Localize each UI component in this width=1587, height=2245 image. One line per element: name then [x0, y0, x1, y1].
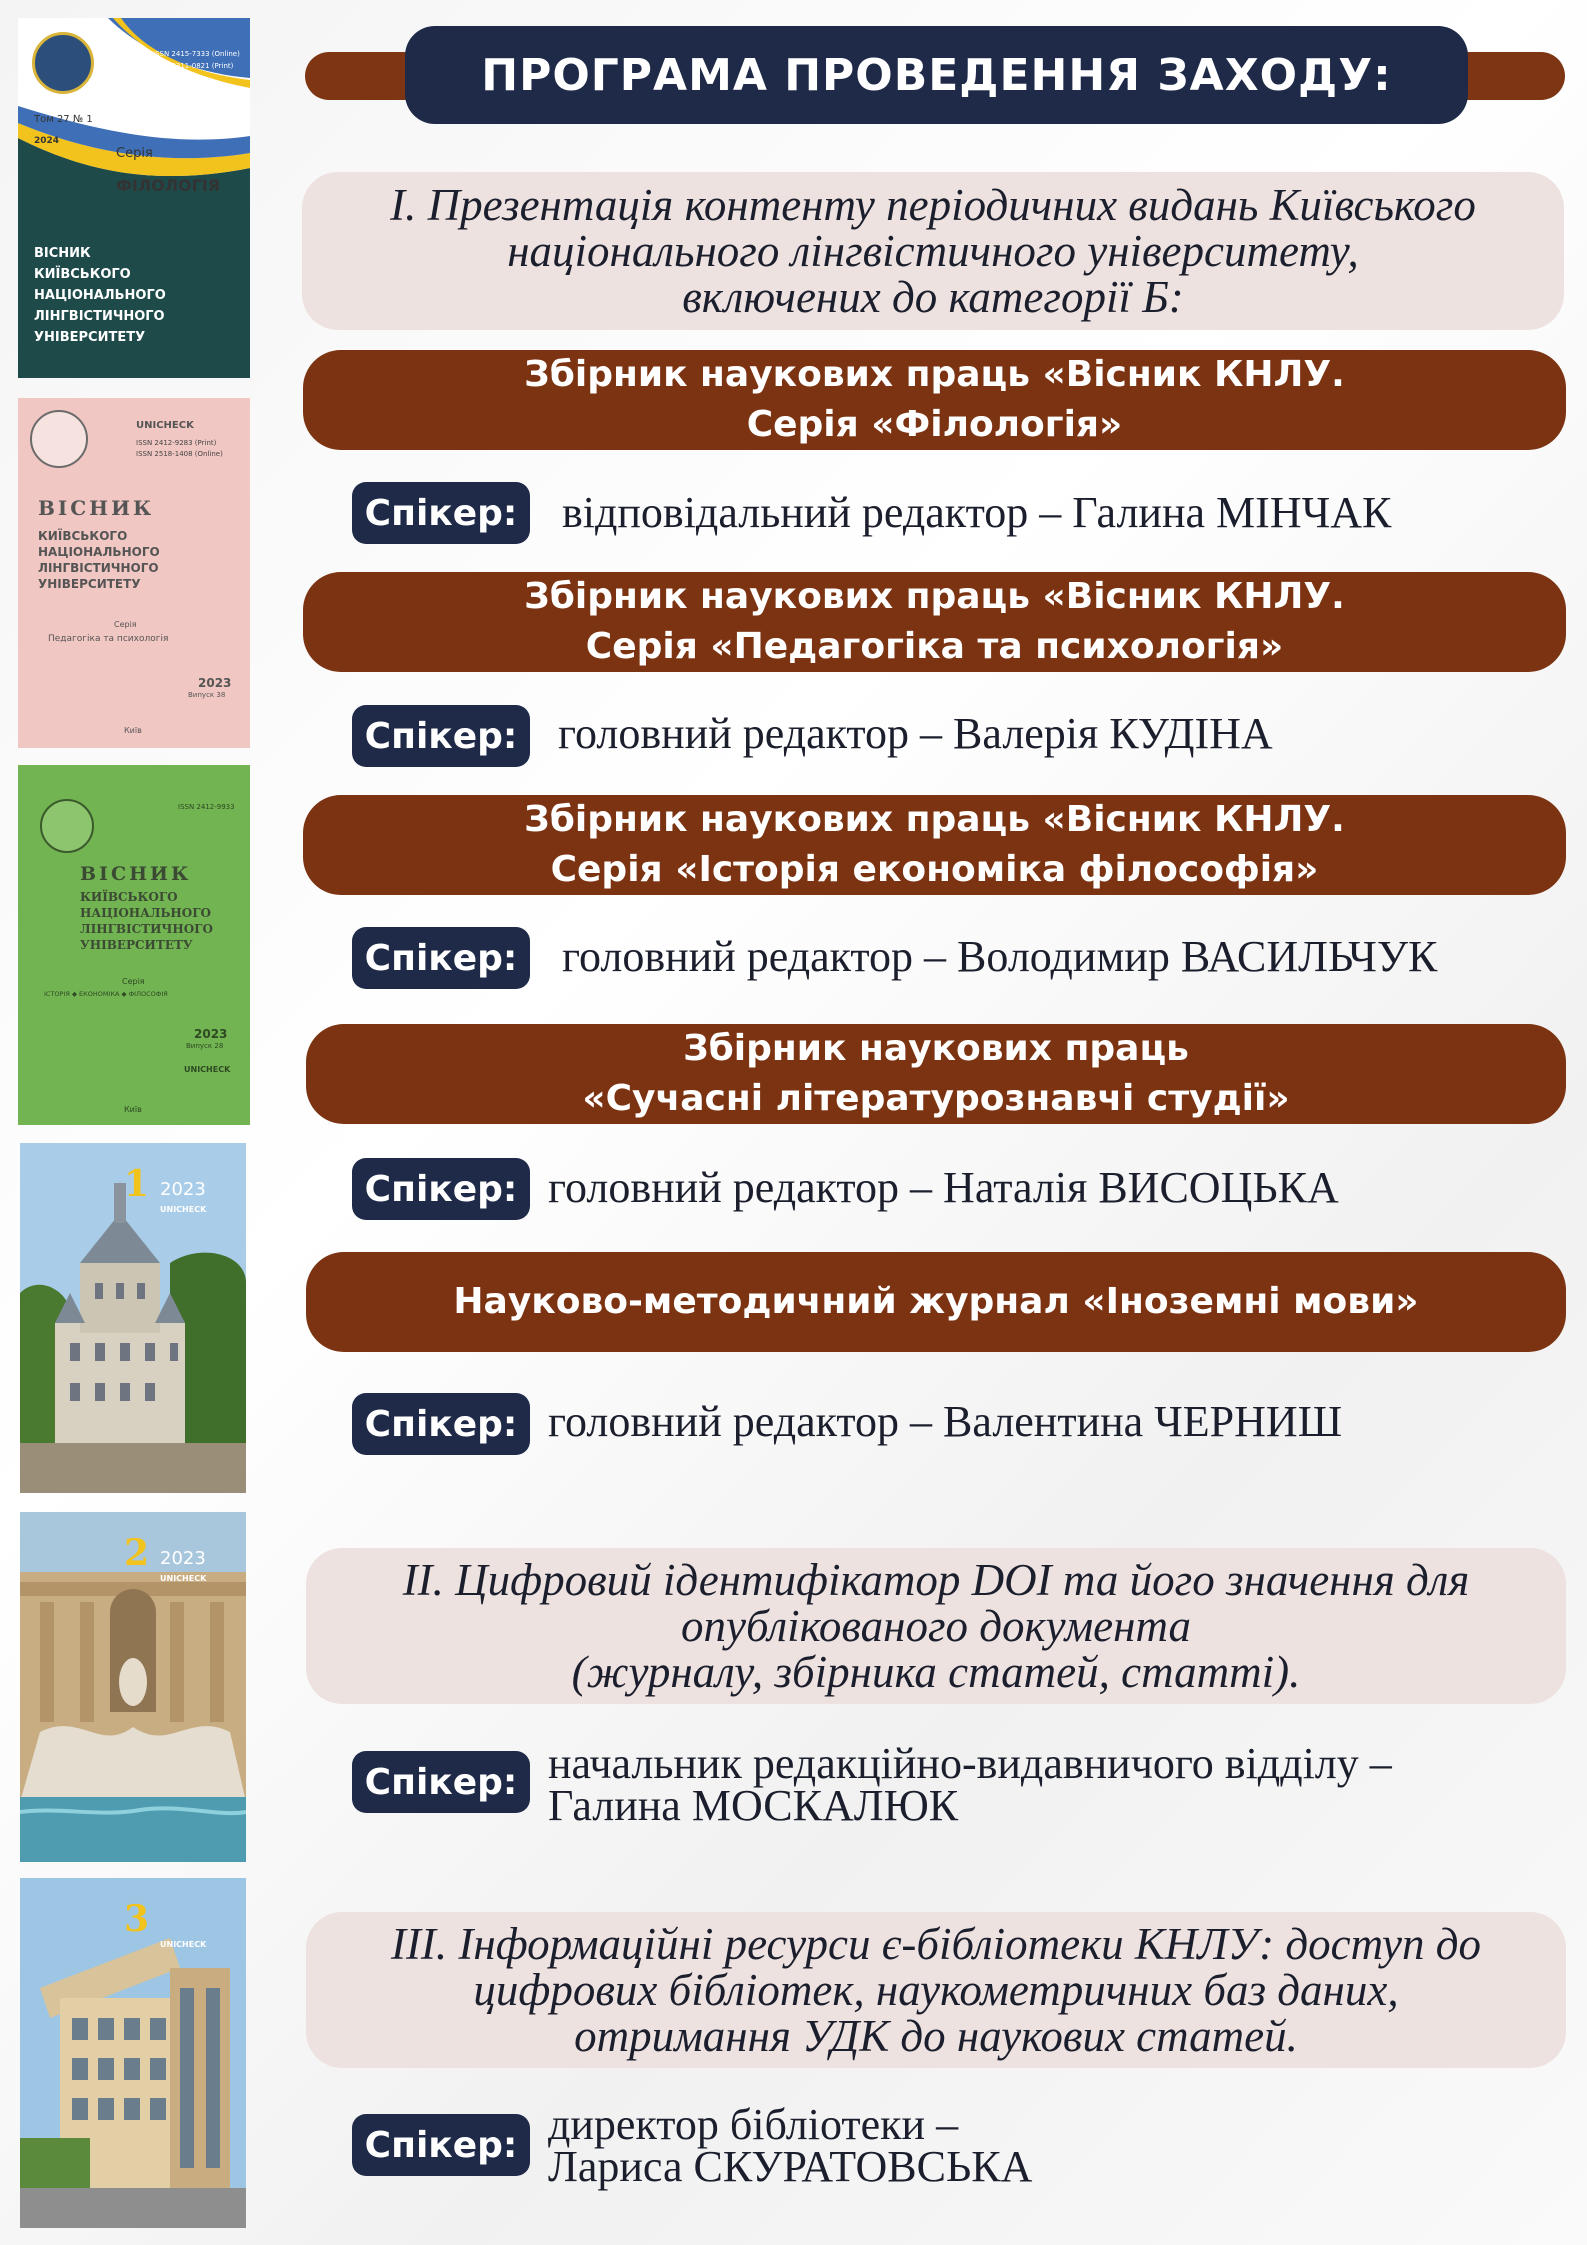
- publication-1-line-1: Збірник наукових праць «Вісник КНЛУ.: [524, 354, 1345, 395]
- cover-3-title: ВІСНИК: [80, 863, 192, 885]
- cover-1-name-line: ВІСНИК: [34, 246, 91, 261]
- speaker-badge: Спікер:: [352, 482, 530, 544]
- cover-philology: [18, 18, 250, 378]
- section-1-heading-line-3: включених до категорії Б:: [682, 272, 1184, 322]
- cover-3-name-line: УНІВЕРСИТЕТУ: [80, 938, 193, 952]
- section-3-heading-line-3: отримання УДК до наукових статей.: [574, 2011, 1298, 2061]
- cover-3-issue: Випуск 28: [186, 1042, 224, 1050]
- cover-1-volume: Том 27 № 1: [34, 114, 93, 125]
- cover-2-name-line: НАЦІОНАЛЬНОГО: [38, 545, 160, 559]
- cover-3-name: [80, 889, 213, 953]
- publication-5-speaker: головний редактор – Валентина ЧЕРНИШ: [548, 1397, 1343, 1446]
- publication-2-line-1: Збірник наукових праць «Вісник КНЛУ.: [524, 576, 1345, 617]
- section-3-speaker: [548, 2100, 1033, 2191]
- cover-4-unicheck: UNICHECK: [160, 1205, 207, 1214]
- publication-3-bar: [303, 795, 1566, 895]
- publication-4-speaker: головний редактор – Наталія ВИСОЦЬКА: [548, 1163, 1339, 1212]
- cover-2-unicheck: UNICHECK: [136, 420, 194, 431]
- cover-journal-2: [20, 1512, 246, 1862]
- publication-4-bar: [306, 1024, 1566, 1124]
- cover-2-name-line: УНІВЕРСИТЕТУ: [38, 577, 141, 591]
- cover-1-name-line: КИЇВСЬКОГО: [34, 267, 131, 282]
- speaker-badge: Спікер:: [352, 2114, 530, 2176]
- cover-3-issn: ISSN 2412-9933: [178, 803, 235, 811]
- publication-3-speaker: головний редактор – Володимир ВАСИЛЬЧУК: [562, 932, 1438, 981]
- page-title: ПРОГРАМА ПРОВЕДЕННЯ ЗАХОДУ:: [405, 26, 1468, 124]
- section-2-speaker: [548, 1739, 1392, 1830]
- cover-2-issn: ISSN 2412-9283 (Print) ISSN 2518-1408 (Online): [136, 439, 223, 458]
- cover-6-unicheck: UNICHECK: [160, 1940, 207, 1949]
- publication-5-line-1: Науково-методичний журнал «Іноземні мови»: [453, 1281, 1419, 1322]
- speaker-badge: Спікер:: [352, 1158, 530, 1220]
- cover-2-issue: Випуск 38: [188, 691, 226, 699]
- cover-journal-1: [20, 1143, 246, 1493]
- cover-1-series-label: Серія: [116, 146, 153, 161]
- publication-1-speaker: відповідальний редактор – Галина МІНЧАК: [562, 488, 1392, 537]
- cover-1-name-line: НАЦІОНАЛЬНОГО: [34, 288, 166, 303]
- cover-3-city: Київ: [124, 1105, 142, 1114]
- cover-3-series: ІСТОРІЯ ◆ ЕКОНОМІКА ◆ ФІЛОСОФІЯ: [44, 990, 168, 998]
- cover-2-year: 2023: [198, 676, 232, 690]
- cover-1-name: [34, 243, 166, 348]
- section-2-heading-line-1: II. Цифровий ідентифікатор DOI та його значення для: [402, 1555, 1470, 1605]
- university-emblem: [40, 799, 94, 853]
- section-2-speaker-line-2: Галина МОСКАЛЮК: [548, 1781, 959, 1830]
- section-1-heading-line-1: I. Презентація контенту періодичних видань Київського: [390, 180, 1476, 230]
- cover-2-series: Педагогіка та психологія: [48, 634, 169, 644]
- cover-2-series-label: Серія: [114, 620, 137, 629]
- cover-1-series: ФІЛОЛОГІЯ: [116, 176, 221, 195]
- cover-history: [18, 765, 250, 1125]
- section-2-heading: [306, 1548, 1566, 1704]
- publication-5-bar: [306, 1252, 1566, 1352]
- cover-1-year: 2024: [34, 136, 60, 146]
- section-2-heading-line-2: опублікованого документа: [680, 1601, 1192, 1651]
- cover-1-name-line: ЛІНГВІСТИЧНОГО: [34, 309, 165, 324]
- cover-3-name-line: КИЇВСЬКОГО: [80, 890, 178, 904]
- cover-3-year: 2023: [194, 1027, 228, 1041]
- section-1-heading-line-2: національного лінгвістичного університету,: [507, 226, 1359, 276]
- section-3-heading-line-2: цифрових бібліотек, наукометричних баз даних,: [473, 1965, 1399, 2015]
- publication-2-bar: [303, 572, 1566, 672]
- publication-2-line-2: Серія «Педагогіка та психологія»: [585, 626, 1284, 667]
- university-emblem: [32, 32, 94, 94]
- cover-3-unicheck: UNICHECK: [184, 1065, 231, 1074]
- section-3-speaker-line-2: Лариса СКУРАТОВСЬКА: [548, 2142, 1033, 2191]
- publication-3-line-2: Серія «Історія економіка філософія»: [550, 849, 1319, 890]
- section-2-heading-line-3: (журналу, збірника статей, статті).: [571, 1647, 1301, 1697]
- speaker-badge: Спікер:: [352, 1393, 530, 1455]
- section-3-speaker-line-1: директор бібліотеки –: [548, 2100, 959, 2149]
- publication-3-line-1: Збірник наукових праць «Вісник КНЛУ.: [524, 799, 1345, 840]
- cover-journal-3: [20, 1878, 246, 2228]
- section-3-heading-line-1: III. Інформаційні ресурси є-бібліотеки КНЛУ: доступ до: [390, 1919, 1482, 1969]
- cover-1-issn: ISSN 2415-7333 (Online) ISSN 2311-0821 (Print): [153, 50, 240, 70]
- publication-1-bar: [303, 350, 1566, 450]
- cover-1-name-line: УНІВЕРСИТЕТУ: [34, 330, 146, 345]
- section-1-heading: [302, 172, 1564, 330]
- speaker-badge: Спікер:: [352, 927, 530, 989]
- cover-pedagogy: [18, 398, 250, 748]
- cover-2-title: ВІСНИК: [38, 496, 155, 520]
- cover-2-name-line: КИЇВСЬКОГО: [38, 529, 128, 543]
- cover-2-city: Київ: [124, 726, 142, 735]
- cover-5-unicheck: UNICHECK: [160, 1574, 207, 1583]
- university-emblem: [30, 410, 88, 468]
- cover-3-name-line: НАЦІОНАЛЬНОГО: [80, 906, 211, 920]
- cover-4-year: 2023: [160, 1179, 206, 1200]
- cover-5-issue-number: 2: [124, 1532, 150, 1574]
- cover-6-issue-number: 3: [124, 1898, 150, 1940]
- cover-5-year: 2023: [160, 1548, 206, 1569]
- publication-4-line-1: Збірник наукових праць: [683, 1028, 1189, 1069]
- cover-2-name: [38, 528, 160, 592]
- cover-3-series-label: Серія: [122, 977, 145, 986]
- publication-4-line-2: «Сучасні літературознавчі студії»: [582, 1078, 1290, 1119]
- section-3-heading: [306, 1912, 1566, 2068]
- cover-2-name-line: ЛІНГВІСТИЧНОГО: [38, 561, 159, 575]
- publication-1-line-2: Серія «Філологія»: [746, 404, 1123, 445]
- speaker-badge: Спікер:: [352, 705, 530, 767]
- cover-4-issue-number: 1: [124, 1163, 150, 1205]
- publication-2-speaker: головний редактор – Валерія КУДІНА: [558, 709, 1273, 758]
- section-2-speaker-line-1: начальник редакційно-видавничого відділу –: [548, 1739, 1392, 1788]
- cover-3-name-line: ЛІНГВІСТИЧНОГО: [80, 922, 213, 936]
- speaker-badge: Спікер:: [352, 1751, 530, 1813]
